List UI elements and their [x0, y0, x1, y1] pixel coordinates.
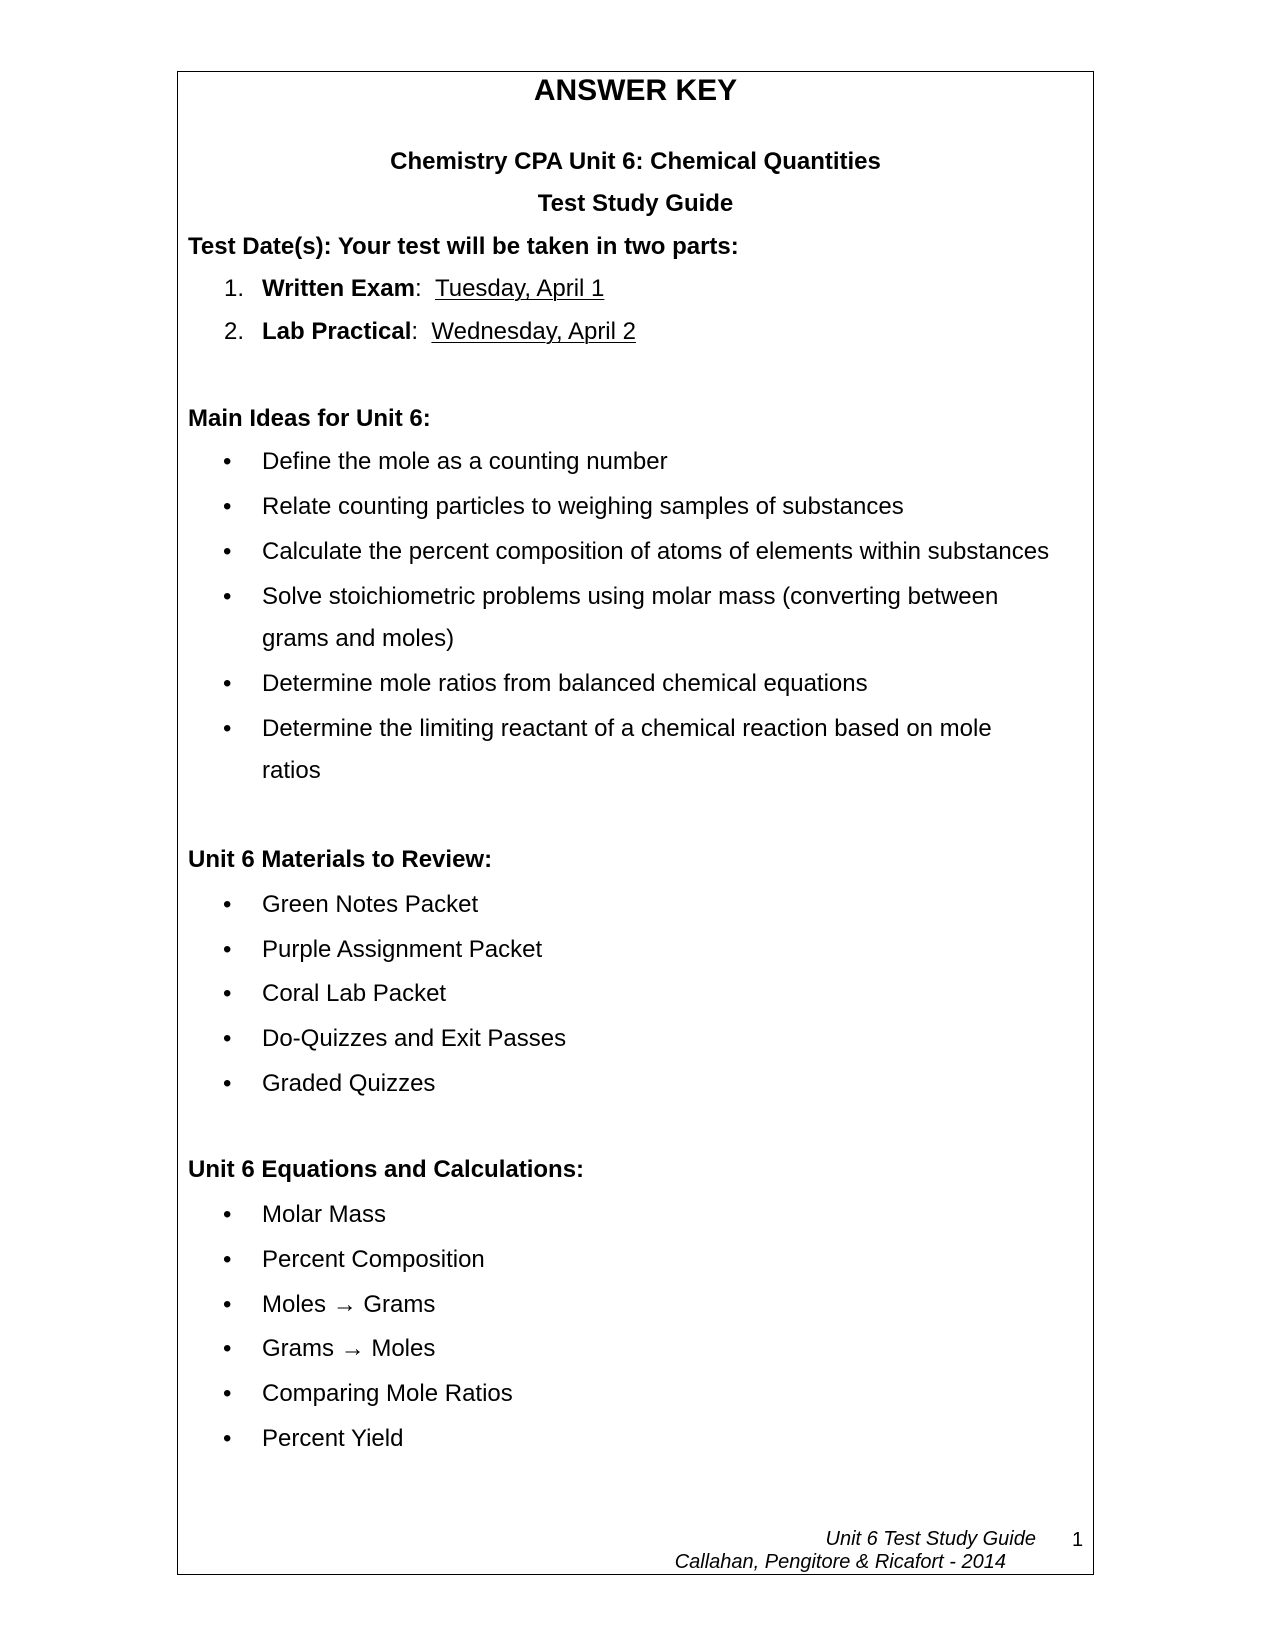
bullet — [223, 980, 231, 1008]
list-item: Relate counting particles to weighing samples of substances — [262, 493, 904, 520]
footer-authors: Callahan, Pengitore & Ricafort - 2014 — [674, 1551, 1006, 1573]
bullet — [223, 1201, 231, 1229]
bullet — [223, 1070, 231, 1098]
separator: : — [414, 275, 422, 302]
list-item: Percent Composition — [262, 1246, 485, 1273]
bullet — [223, 1246, 231, 1274]
list-item: Define the mole as a counting number — [262, 448, 668, 475]
bullet — [223, 891, 231, 919]
bullet — [223, 670, 231, 698]
separator: : — [411, 318, 419, 345]
footer-guide-title: Unit 6 Test Study Guide — [825, 1528, 1036, 1550]
test-part-date: Wednesday, April 2 — [431, 318, 636, 345]
test-dates-heading: Test Date(s): Your test will be taken in two parts: — [188, 233, 739, 260]
list-item: Solve stoichiometric problems using molar mass (converting between — [262, 583, 999, 610]
list-item: Determine mole ratios from balanced chemical equations — [262, 670, 868, 697]
list-item: Grams → Moles — [262, 1335, 436, 1362]
list-item-continuation: ratios — [262, 757, 321, 784]
list-item: Coral Lab Packet — [262, 980, 447, 1007]
test-part-label: Written Exam — [262, 275, 415, 302]
bullet — [223, 538, 231, 566]
list-item: Calculate the percent composition of atoms of elements within substances — [262, 538, 1050, 565]
bullet — [223, 1425, 231, 1453]
list-number: 1. — [224, 275, 245, 302]
list-item: Comparing Mole Ratios — [262, 1380, 513, 1407]
test-part-lab — [262, 318, 636, 346]
bullet — [223, 1335, 231, 1363]
list-item: Purple Assignment Packet — [262, 936, 543, 963]
list-item: Graded Quizzes — [262, 1070, 436, 1097]
bullet — [223, 493, 231, 521]
test-part-date: Tuesday, April 1 — [434, 275, 605, 302]
page-number: 1 — [1072, 1529, 1084, 1551]
equations-heading: Unit 6 Equations and Calculations: — [188, 1156, 585, 1183]
bullet — [223, 936, 231, 964]
list-item: Determine the limiting reactant of a chemical reaction based on mole — [262, 715, 992, 742]
list-item-continuation: grams and moles) — [262, 625, 455, 652]
document-subtitle: Test Study Guide — [537, 190, 734, 217]
materials-heading: Unit 6 Materials to Review: — [188, 846, 493, 873]
list-number: 2. — [224, 318, 245, 345]
test-part-label: Lab Practical — [262, 318, 412, 345]
list-item: Percent Yield — [262, 1425, 404, 1452]
list-item: Green Notes Packet — [262, 891, 479, 918]
bullet — [223, 1291, 231, 1319]
document-title: Chemistry CPA Unit 6: Chemical Quantities — [390, 148, 881, 175]
bullet — [223, 715, 231, 743]
answer-key-title: ANSWER KEY — [533, 74, 738, 107]
bullet — [223, 448, 231, 476]
list-item: Do-Quizzes and Exit Passes — [262, 1025, 567, 1052]
main-ideas-heading: Main Ideas for Unit 6: — [188, 405, 431, 432]
list-item: Molar Mass — [262, 1201, 387, 1228]
test-part-written — [262, 275, 604, 303]
bullet — [223, 1025, 231, 1053]
list-item: Moles → Grams — [262, 1291, 436, 1318]
bullet — [223, 1380, 231, 1408]
bullet — [223, 583, 231, 611]
